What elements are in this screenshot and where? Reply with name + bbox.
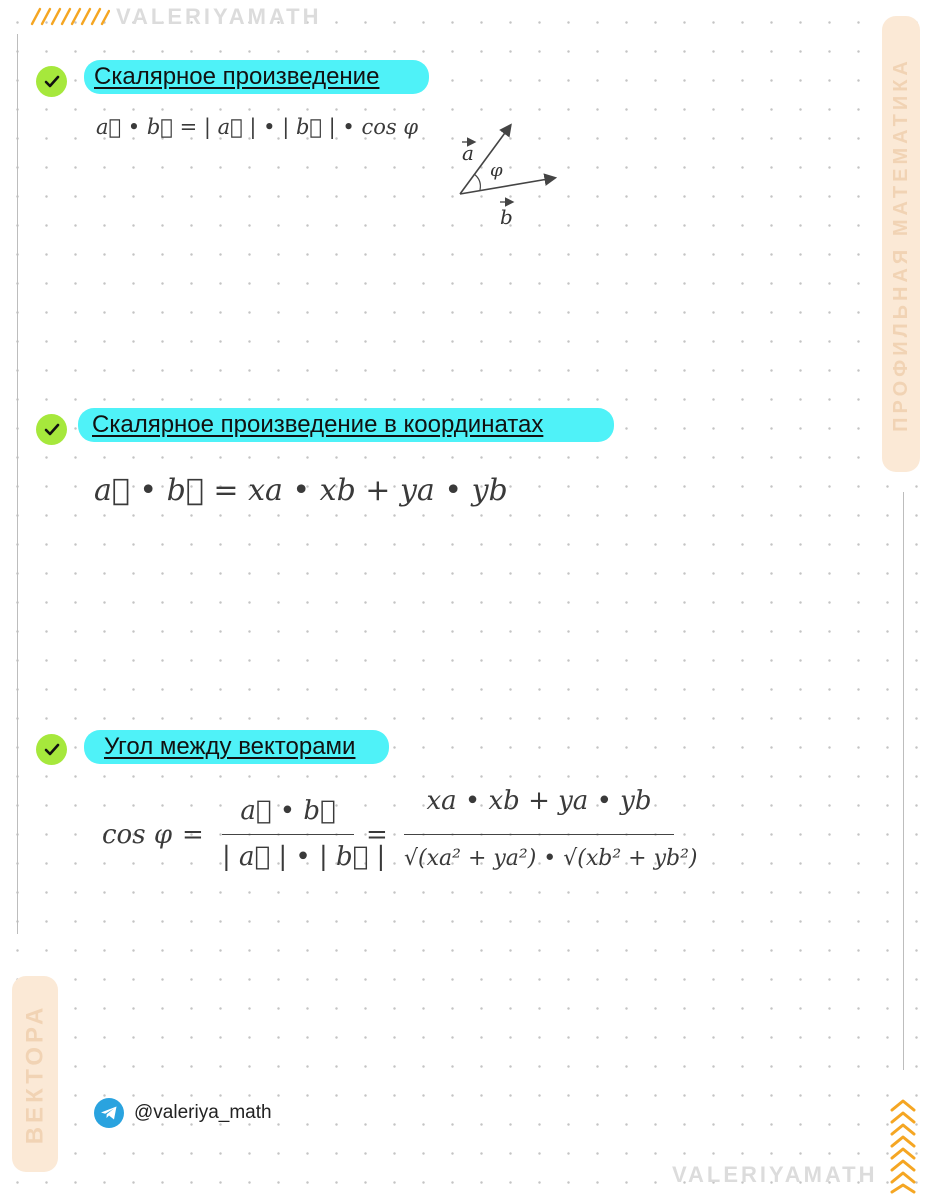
section-title-dot-product-coords: Скалярное произведение в координатах [78,408,614,442]
section-title-dot-product: Скалярное произведение [84,60,429,94]
side-tab-subject [882,16,920,472]
chevrons-up-icon [888,1098,918,1194]
angle-formula-numerator: a⃗ • b⃗ [240,796,336,826]
angle-formula-equals: = [366,820,388,850]
left-rule [17,34,18,934]
telegram-handle[interactable]: @valeriya_math [134,1102,272,1123]
angle-formula-coords-numerator: xa • xb + ya • yb [426,786,652,816]
side-tab-subject-label: ПРОФИЛЬНАЯ МАТЕМАТИКА [889,56,912,432]
watermark-bottom: VALERIYAMATH [672,1162,878,1187]
angle-label: φ [490,160,503,181]
telegram-icon[interactable] [94,1098,124,1128]
angle-formula-lhs: cos φ [102,820,173,850]
fraction-bar [222,834,354,835]
angle-arc [474,174,480,190]
watermark-top: VALERIYAMATH [116,4,322,29]
right-rule [903,492,904,1070]
fraction-bar [404,834,674,835]
side-tab-topic [12,976,58,1172]
angle-formula-denominator: | a⃗ | • | b⃗ | [222,842,386,872]
check-icon [36,66,67,97]
section-title-angle-between-vectors: Угол между векторами [84,730,389,764]
formula-dot-product-coords: a⃗ • b⃗ = xa • xb + ya • yb [94,473,508,508]
vector-b-arrow [460,178,554,194]
formula-dot-product: a⃗ • b⃗ = | a⃗ | • | b⃗ | • cos φ [96,115,419,139]
vector-a-label: a [462,141,474,165]
side-tab-topic-label: ВЕКТОРА [21,1003,49,1145]
check-icon [36,734,67,765]
vector-angle-diagram [448,120,568,230]
hatch-decoration [30,6,110,26]
check-icon [36,414,67,445]
vector-b-label: b [500,205,513,229]
angle-formula-coords-denominator: √(xa² + ya²) • √(xb² + yb²) [404,846,698,871]
angle-formula-equals: = [182,820,204,850]
